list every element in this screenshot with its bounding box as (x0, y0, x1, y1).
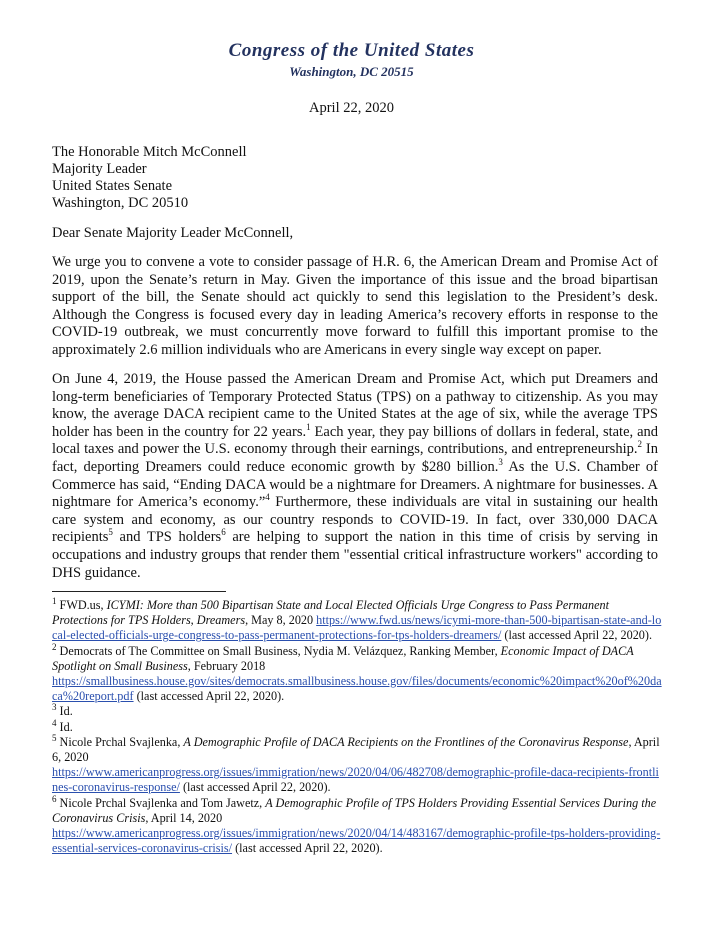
footnote-title: A Demographic Profile of DACA Recipients on the Frontlines of the Coronavirus Response (183, 734, 629, 749)
footnote-title: Economic Impact of DACA Spotlight on Small Business (52, 643, 634, 673)
footnote-title: A Demographic Profile of TPS Holders Providing Essential Services During the Coronavirus Crisis (52, 795, 657, 825)
footnote-number: 3 (52, 702, 57, 713)
footnote-text: Nicole Prchal Svajlenka and Tom Jawetz, (56, 795, 266, 810)
footnote-5 (52, 732, 662, 796)
footnote-title: ICYMI: More than 500 Bipartisan State and Local Elected Officials Urge Congress to Pass Permanent Protections for TPS Holders, Dreamers (52, 598, 609, 628)
footnote-text: , May 8, 2020 (245, 613, 317, 628)
footnote-6 (52, 793, 662, 857)
paragraph-text: In fact, deporting Dreamers could reduce economic growth by $280 billion. (52, 441, 658, 475)
footnote-text: Id. (56, 704, 73, 719)
paragraph-text: and TPS holders (112, 529, 222, 546)
paragraph-text: On June 4, 2019, the House passed the American Dream and Promise Act, which put Dreamers and long-term beneficiaries of Temporary Protected Status (TPS) on a pathway to citizenship. As you may know, the average DACA recipient came to the United States at the age of six, while the average TPS holder has been in the country for 22 years. (52, 371, 658, 440)
letter-date: April 22, 2020 (309, 100, 394, 116)
footnote-number: 1 (52, 595, 57, 606)
footnote-number: 6 (52, 793, 57, 804)
footnote-text: , April 14, 2020 (145, 810, 223, 825)
footnote-number: 2 (52, 641, 57, 652)
footnote-ref[interactable]: 5 (108, 527, 113, 538)
recipient-role: Majority Leader (52, 161, 147, 177)
footnote-number: 5 (52, 732, 57, 743)
footnote-link[interactable]: https://www.fwd.us/news/icymi-more-than-500-bipartisan-state-and-local-elected-officials-urge-congress-to-pass-permanent-protections-for-tps-holders-dreamers/ (52, 613, 662, 643)
footnote-number: 4 (52, 717, 57, 728)
footnote-2 (52, 641, 662, 705)
paragraph-text: As the U.S. Chamber of Commerce has said, “Ending DACA would be a nightmare for Dreamers. A nightmare for businesses. A nightmare for America’s economy.” (52, 458, 658, 511)
paragraph-text: Each year, they pay billions of dollars in federal, state, and local taxes and power the U.S. economy through their earnings, contributions, and entrepreneurship. (52, 423, 659, 458)
footnote-text: (last accessed April 22, 2020). (133, 689, 285, 704)
recipient-name: The Honorable Mitch McConnell (52, 144, 247, 160)
footnote-divider (52, 591, 226, 592)
footnote-link[interactable]: https://www.americanprogress.org/issues/immigration/news/2020/04/14/483167/demographic-profile-tps-holders-providing-essential-services-coronavirus-crisis/ (52, 826, 661, 856)
letterhead-title: Congress of the United States (228, 40, 475, 61)
footnote-text: FWD.us, (56, 598, 107, 612)
footnote-3 (52, 704, 662, 719)
footnote-text: Nicole Prchal Svajlenka, (56, 734, 184, 749)
footnote-text: (last accessed April 22, 2020). (232, 841, 383, 856)
paragraph-text: are helping to support the nation in this time of crisis by serving in occupations and industry groups that render them "essential critical infrastructure workers" according to DHS guidance. (52, 529, 658, 581)
footnote-4 (52, 717, 662, 735)
recipient-address (52, 144, 247, 212)
footnote-text: (last accessed April 22, 2020). (179, 780, 331, 795)
footnote-text: (last accessed April 22, 2020). (501, 628, 652, 643)
footnote-1 (52, 595, 662, 644)
footnotes (52, 595, 662, 856)
footnote-text: , February 2018 (187, 658, 266, 673)
footnote-text: Democrats of The Committee on Small Business, Nydia M. Velázquez, Ranking Member, (56, 643, 501, 658)
footnote-ref[interactable]: 4 (265, 492, 270, 503)
body-paragraph-1: We urge you to convene a vote to consider passage of H.R. 6, the American Dream and Promise Act of 2019, upon the Senate’s return in May. Given the importance of this issue and the broad bipartisan support of the bill, the Senate should act quickly to send this legislation to the President’s desk. Although the Congress is focused every day in leading America’s recovery efforts in response to the COVID-19 outbreak, we must concurrently move forward to fulfill this important promise to the approximately 2.6 million individuals who are Americans in every single way except on paper. (52, 254, 658, 358)
recipient-org: United States Senate (52, 178, 173, 194)
footnote-link[interactable]: https://smallbusiness.house.gov/sites/democrats.smallbusiness.house.gov/files/documents/economic%20impact%20of%20daca%20report.pdf (52, 674, 662, 704)
body-paragraph-2 (52, 371, 658, 582)
footnote-text: , April 6, 2020 (52, 734, 660, 765)
footnote-ref[interactable]: 1 (306, 421, 311, 432)
letterhead (0, 40, 703, 80)
salutation: Dear Senate Majority Leader McConnell, (52, 225, 294, 241)
recipient-city: Washington, DC 20510 (52, 195, 189, 211)
footnote-text: Id. (56, 719, 73, 734)
footnote-link[interactable]: https://www.americanprogress.org/issues/immigration/news/2020/04/06/482708/demographic-profile-daca-recipients-frontlines-coronavirus-response/ (52, 765, 659, 795)
paragraph-text: Furthermore, these individuals are vital in sustaining our health care system and economy, as our country responds to COVID-19. In fact, over 330,000 DACA recipients (52, 494, 659, 546)
footnote-ref[interactable]: 2 (637, 439, 642, 450)
letterhead-address: Washington, DC 20515 (289, 64, 414, 79)
footnote-ref[interactable]: 3 (498, 457, 503, 468)
footnote-ref[interactable]: 6 (221, 527, 226, 538)
